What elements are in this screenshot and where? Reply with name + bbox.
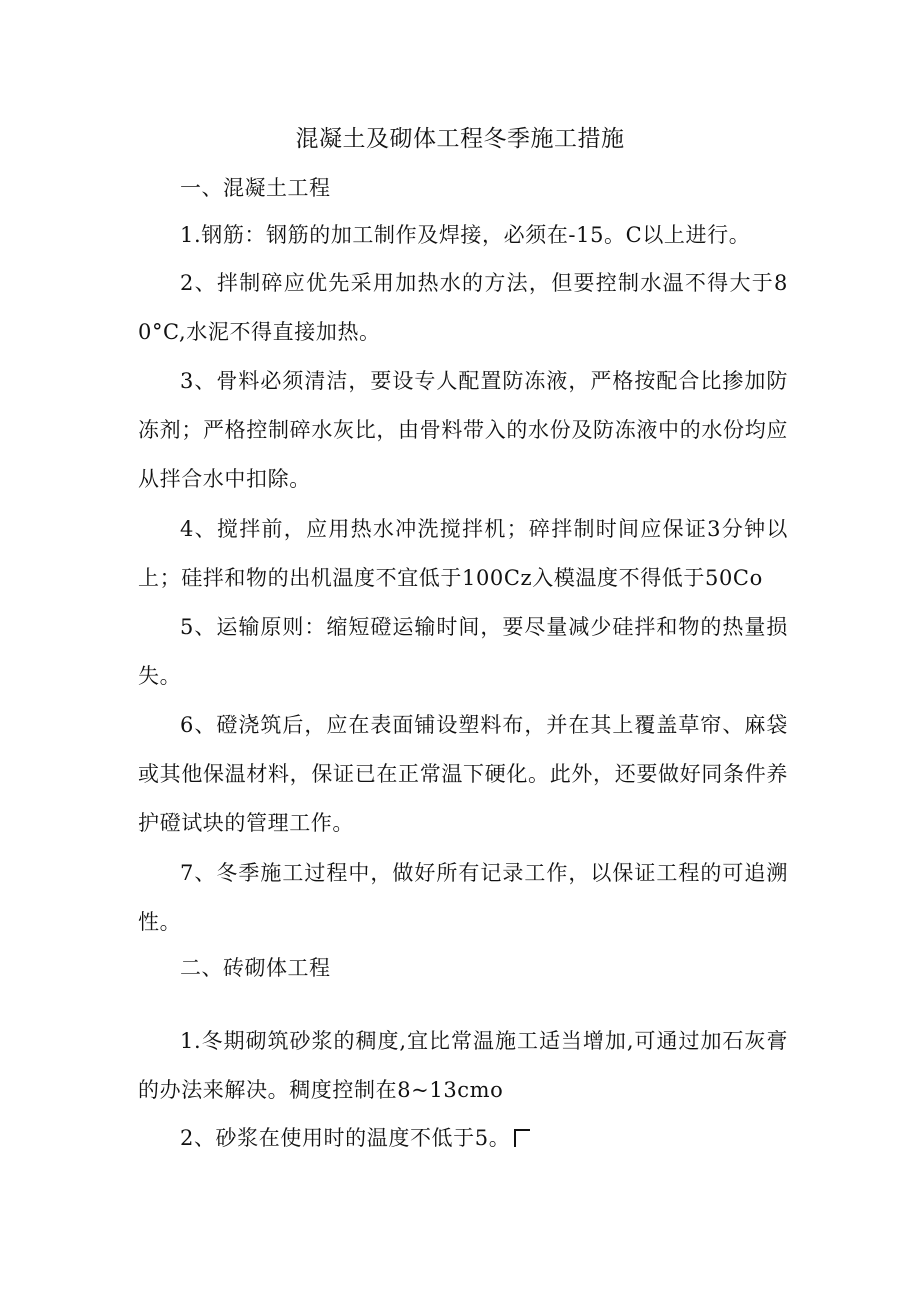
paragraph-curing: 6、磴浇筑后，应在表面铺设塑料布，并在其上覆盖草帘、麻袋或其他保温材料，保证已在正常温下硬化。此外，还要做好同条件养护磴试块的管理工作。	[138, 713, 788, 835]
section-heading-masonry: 二、砖砌体工程	[180, 956, 331, 980]
document-title: 混凝土及砌体工程冬季施工措施	[295, 126, 625, 152]
paragraph-mortar-temperature-text: 2、砂浆在使用时的温度不低于5。	[180, 1126, 511, 1150]
paragraph-transport: 5、运输原则：缩短磴运输时间，要尽量减少硅拌和物的热量损失。	[138, 615, 788, 688]
paragraph-mortar-consistency: 1.冬期砌筑砂浆的稠度,宜比常温施工适当增加,可通过加石灰膏的办法来解决。稠度控制在8~13cmo	[138, 1029, 788, 1102]
box-mark-icon	[514, 1129, 530, 1147]
paragraph-mixer: 4、搅拌前，应用热水冲洗搅拌机；碎拌制时间应保证3分钟以上；硅拌和物的出机温度不宜低于100Cz入模温度不得低于50Co	[138, 517, 788, 590]
paragraph-mixing-water: 2、拌制碎应优先采用加热水的方法，但要控制水温不得大于80°C,水泥不得直接加热。	[138, 271, 788, 344]
paragraph-rebar: 1.钢筋：钢筋的加工制作及焊接，必须在-15。C以上进行。	[180, 223, 751, 247]
paragraph-mortar-temperature	[138, 1114, 788, 1163]
paragraph-aggregate: 3、骨料必须清洁，要设专人配置防冻液，严格按配合比掺加防冻剂；严格控制碎水灰比，由骨料带入的水份及防冻液中的水份均应从拌合水中扣除。	[138, 369, 788, 491]
section-heading-concrete: 一、混凝土工程	[180, 176, 331, 200]
paragraph-records: 7、冬季施工过程中，做好所有记录工作，以保证工程的可追溯性。	[138, 861, 788, 934]
